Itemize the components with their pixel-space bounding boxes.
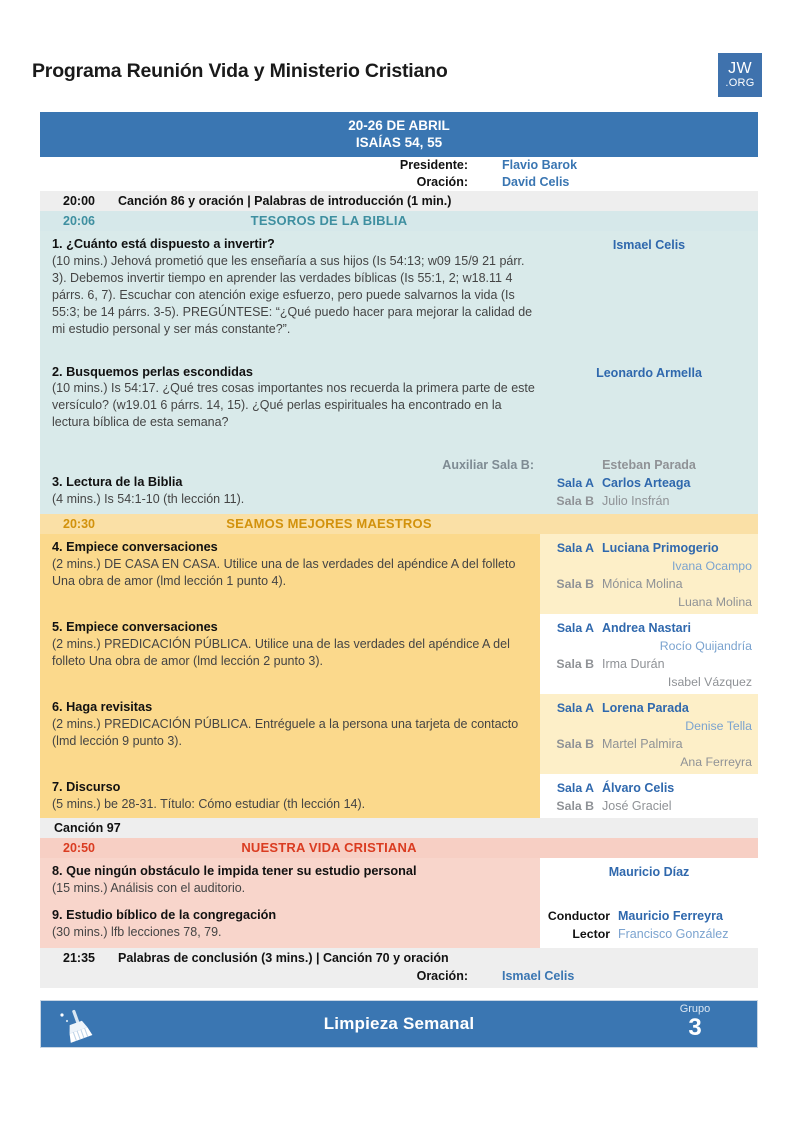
ministry-item-5-sala-a-helper: Rocío Quijandría	[659, 639, 752, 653]
ministry-item-4-sala-b-label: Sala B	[556, 577, 594, 591]
ministry-item-6-title: 6. Haga revisitas	[52, 700, 153, 714]
treasures-item-1-left	[40, 231, 540, 341]
ministry-section-header	[40, 514, 758, 534]
christian-life-item-9-left	[40, 902, 540, 948]
treasures-section-header	[40, 211, 758, 231]
christian-life-item-8-left	[40, 858, 540, 902]
opening-prayer-row	[40, 174, 758, 191]
treasures-item-2-assignee: Leonardo Armella	[596, 365, 702, 380]
week-reading: ISAÍAS 54, 55	[355, 135, 443, 150]
treasures-gap-2	[40, 434, 758, 456]
conductor-label: Conductor	[547, 909, 610, 923]
treasures-item-1	[40, 231, 758, 341]
ministry-item-6-right	[540, 694, 758, 774]
treasures-item-1-right	[540, 231, 758, 341]
cleaning-group	[647, 1004, 743, 1040]
ministry-item-6-sala-b-name: Martel Palmira	[602, 737, 683, 751]
bible-reading-title: 3. Lectura de la Biblia	[52, 475, 183, 489]
jw-logo-bottom: .ORG	[725, 77, 755, 89]
bible-reading-right	[540, 474, 758, 514]
middle-song-row: Canción 97	[40, 818, 758, 838]
reader-row	[540, 925, 758, 943]
closing-row	[40, 948, 758, 968]
treasures-gap-1	[40, 341, 758, 359]
ministry-item-6-sala-a-label: Sala A	[556, 701, 594, 715]
ministry-item-7-sala-b-label: Sala B	[556, 799, 594, 813]
christian-life-item-8-right	[540, 858, 758, 902]
treasures-gap-left	[40, 341, 540, 359]
president-name: Flavio Barok	[502, 158, 578, 172]
ministry-item-5-sala-b-label: Sala B	[556, 657, 594, 671]
christian-life-item-8-desc: (15 mins.) Análisis con el auditorio.	[52, 880, 246, 895]
christian-life-item-9-title: 9. Estudio bíblico de la congregación	[52, 908, 277, 922]
closing-prayer-label: Oración:	[416, 969, 468, 983]
auxiliary-label: Auxiliar Sala B:	[442, 458, 534, 472]
ministry-item-6-sala-b	[540, 735, 758, 753]
christian-life-item-9-desc: (30 mins.) lfb lecciones 78, 79.	[52, 924, 222, 939]
ministry-item-6-sala-b-label: Sala B	[556, 737, 594, 751]
chairman-row	[40, 157, 758, 174]
ministry-item-5-sala-b-name: Irma Durán	[602, 657, 665, 671]
ministry-item-5-right	[540, 614, 758, 694]
closing-time: 21:35	[63, 951, 95, 965]
ministry-item-4-title: 4. Empiece conversaciones	[52, 540, 218, 554]
ministry-item-7	[40, 774, 758, 818]
treasures-item-2-desc: (10 mins.) Is 54:17. ¿Qué tres cosas importantes nos recuerda la primera parte de este versículo? (w19.01 6 párrs. 14, 15). ¿Qué perlas espirituales ha encontrado en la lectura bíblica de esta semana?	[52, 381, 535, 429]
president-label: Presidente:	[399, 158, 468, 172]
treasures-item-2-left	[40, 359, 540, 435]
ministry-item-5-sala-a-label: Sala A	[556, 621, 594, 635]
jw-org-logo	[717, 52, 763, 98]
bible-reading-sala-a	[540, 474, 758, 492]
ministry-item-4-sala-b-helper: Luana Molina	[678, 595, 752, 609]
ministry-item-4-sala-b	[540, 575, 758, 593]
opening-song-row	[40, 191, 758, 211]
opening-time: 20:00	[63, 194, 95, 208]
opening-text: Canción 86 y oración | Palabras de introducción (1 min.)	[118, 194, 452, 208]
conductor-row	[540, 907, 758, 925]
ministry-item-4-sala-a-label: Sala A	[556, 541, 594, 555]
ministry-heading: SEAMOS MEJORES MAESTROS	[226, 516, 432, 531]
christian-life-item-9-right	[540, 902, 758, 948]
ministry-item-6-sala-a-name: Lorena Parada	[602, 701, 689, 715]
bible-reading-sala-a-name: Carlos Arteaga	[602, 476, 691, 490]
treasures-item-1-desc: (10 mins.) Jehová prometió que les enseñaría a sus hijos (Is 54:13; w09 15/9 21 párr. 3). Debemos invertir tiempo en aprender las verdades bíblicas (Is 55:1, 2; w18.11 4 párrs. 6, 7). Escuchar con atención exige esfuerzo, pero puede salvarnos la vida (Is 55:3; be 14 párrs. 3-5). PREGÚNTESE: “¿Qué puedo hacer para mejorar la calidad de mi estudio personal y ser más constante?”.	[52, 253, 533, 336]
bible-reading-sala-b	[540, 492, 758, 510]
auxiliary-row	[40, 456, 758, 474]
treasures-heading: TESOROS DE LA BIBLIA	[250, 213, 408, 228]
opening-prayer-label: Oración:	[416, 175, 468, 189]
bible-reading-sala-a-label: Sala A	[556, 476, 594, 490]
ministry-item-7-sala-a	[540, 779, 758, 797]
week-dates: 20-26 DE ABRIL	[348, 118, 450, 133]
ministry-item-6	[40, 694, 758, 774]
banner-spacer	[40, 988, 758, 993]
ministry-item-6-sala-b-helper: Ana Ferreyra	[680, 755, 752, 769]
jw-logo-top: JW	[728, 60, 752, 77]
closing-prayer-row	[40, 968, 758, 988]
ministry-item-6-left	[40, 694, 540, 774]
ministry-item-5-left	[40, 614, 540, 694]
broom-icon	[53, 1007, 99, 1043]
cleaning-group-label: Grupo	[679, 1003, 711, 1015]
treasures-gap2-right	[540, 434, 758, 456]
ministry-item-5-sala-a-name: Andrea Nastari	[602, 621, 691, 635]
auxiliary-name: Esteban Parada	[602, 458, 696, 472]
christian-life-heading: NUESTRA VIDA CRISTIANA	[241, 840, 417, 855]
cleaning-banner	[40, 1000, 758, 1048]
ministry-item-4	[40, 534, 758, 614]
page-header	[0, 52, 796, 108]
ministry-item-4-right	[540, 534, 758, 614]
bible-reading-left	[40, 474, 540, 514]
ministry-item-7-sala-b	[540, 797, 758, 815]
conductor-name: Mauricio Ferreyra	[618, 909, 723, 923]
ministry-item-7-right	[540, 774, 758, 818]
ministry-item-7-sala-a-name: Álvaro Celis	[602, 781, 675, 795]
cleaning-group-number: 3	[688, 1013, 702, 1041]
treasures-item-1-assignee: Ismael Celis	[612, 238, 686, 252]
ministry-item-7-title: 7. Discurso	[52, 780, 121, 794]
ministry-item-4-sala-a-helper: Ivana Ocampo	[672, 559, 752, 573]
treasures-item-1-title: 1. ¿Cuánto está dispuesto a invertir?	[52, 237, 275, 251]
program-sheet	[40, 112, 758, 1048]
page-title: Programa Reunión Vida y Ministerio Cristiano	[32, 60, 448, 82]
closing-prayer-name: Ismael Celis	[502, 969, 575, 983]
ministry-item-6-sala-a	[540, 699, 758, 717]
ministry-time: 20:30	[63, 517, 95, 531]
closing-text: Palabras de conclusión (3 mins.) | Canción 70 y oración	[118, 951, 449, 965]
ministry-item-6-desc: (2 mins.) PREDICACIÓN PÚBLICA. Entréguele a la persona una tarjeta de contacto (lmd lección 9 punto 3).	[52, 716, 519, 748]
ministry-item-5-desc: (2 mins.) PREDICACIÓN PÚBLICA. Utilice una de las verdades del apéndice A del folleto Una obra de amor (lmd lección 2 punto 3).	[52, 636, 510, 668]
ministry-item-7-desc: (5 mins.) be 28-31. Título: Cómo estudiar (th lección 14).	[52, 796, 366, 811]
ministry-item-4-sala-a	[540, 539, 758, 557]
treasures-gap-right	[540, 341, 758, 359]
reader-name: Francisco González	[618, 927, 729, 941]
ministry-item-7-left	[40, 774, 540, 818]
opening-prayer-name: David Celis	[502, 175, 570, 189]
ministry-item-4-sala-b-name: Mónica Molina	[602, 577, 683, 591]
ministry-item-5-title: 5. Empiece conversaciones	[52, 620, 218, 634]
reader-label: Lector	[572, 927, 610, 941]
ministry-item-5-sala-a	[540, 619, 758, 637]
christian-life-item-9	[40, 902, 758, 948]
christian-life-item-8-assignee: Mauricio Díaz	[608, 865, 690, 879]
bible-reading-sala-b-label: Sala B	[556, 494, 594, 508]
treasures-gap2-left	[40, 434, 540, 456]
ministry-item-5	[40, 614, 758, 694]
ministry-item-5-sala-b	[540, 655, 758, 673]
ministry-item-7-sala-b-name: José Graciel	[602, 799, 672, 813]
treasures-time: 20:06	[63, 214, 95, 228]
christian-life-item-8	[40, 858, 758, 902]
cleaning-label: Limpieza Semanal	[323, 1014, 475, 1033]
week-banner	[40, 112, 758, 157]
treasures-item-2	[40, 359, 758, 435]
bible-reading-row	[40, 474, 758, 514]
bible-reading-desc: (4 mins.) Is 54:1-10 (th lección 11).	[52, 491, 245, 506]
ministry-item-7-sala-a-label: Sala A	[556, 781, 594, 795]
christian-life-item-8-title: 8. Que ningún obstáculo le impida tener su estudio personal	[52, 864, 417, 878]
ministry-item-4-left	[40, 534, 540, 614]
christian-life-time: 20:50	[63, 841, 95, 855]
ministry-item-6-sala-a-helper: Denise Tella	[685, 719, 752, 733]
treasures-item-2-right	[540, 359, 758, 435]
bible-reading-sala-b-name: Julio Insfrán	[602, 494, 670, 508]
ministry-item-4-desc: (2 mins.) DE CASA EN CASA. Utilice una de las verdades del apéndice A del folleto Una obra de amor (lmd lección 1 punto 4).	[52, 556, 516, 588]
ministry-item-5-sala-b-helper: Isabel Vázquez	[667, 675, 752, 689]
christian-life-section-header	[40, 838, 758, 858]
ministry-item-4-sala-a-name: Luciana Primogerio	[602, 541, 719, 555]
treasures-item-2-title: 2. Busquemos perlas escondidas	[52, 364, 253, 379]
